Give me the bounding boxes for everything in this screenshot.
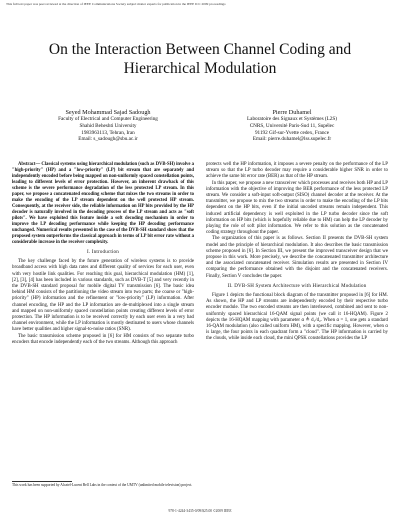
paragraph: The key challenge faced by the future generation of wireless systems is to provide broadband access with high data rates and different quality of services for each user, even with very hostile link qualities. For reaching this goal, hierarchical modulation (HM) [1], [2], [3], [4] has been included in various standards, such as DVB-T [5] and very recently in the DVB-SH standard proposal for mobile digital TV transmission [6]. The basic idea behind HM consists of the partitioning the video stream into two parts; the coarse or "high-priority" (HP) information and the refinement or "low-priority" (LP) information. After channel encoding, the HP and the LP information are de-multiplexed into a single stream and mapped on non-uniformly spaced constellation points creating different levels of error protection. The HP information is to be received correctly by each user even in a very bad channel environment, while the LP information is mostly destinated to users whose channels have better qualities and higher signal-to-noise ratios (SNR).	[12, 259, 194, 333]
author-email: Email: s_sadough@sbu.ac.ir	[78, 136, 138, 143]
left-column	[12, 162, 194, 346]
author-address: 91192 Gif-sur-Yvette cedex, France	[254, 129, 330, 136]
author-address: 1983963113, Tehran, Iran	[81, 129, 135, 136]
author-block-2	[202, 109, 382, 143]
section-heading: II. DVB-SH System Architecture with Hierarchical Modulation	[227, 283, 367, 289]
copyright-line: 978-1-4244-3435-0/09/$25.00 ©2009 IEEE	[168, 509, 232, 513]
paragraph: The organization of this paper is as follows. Section II presents the DVB-SH system model and the principle of hierarchical modulation. It also describes the basic transmission scheme proposed in [6]. In Section III, we present the improved transceiver design that we propose in this work. More precisely, we describe the concatenated transmitter architecture and the associated concatenated receiver. Simulation results are presented in Section IV comparing the performance obtained with the disjoint and the concatenated receivers. Finally, Section V concludes the paper.	[206, 236, 388, 279]
paragraph: Figure 1 depicts the functional block diagram of the transmitter proposed in [6] for HM. As shown, the HP and LP streams are independently encoded by their respective turbo encoder module. The two encoded streams are then interleaved, combined and sent to non-uniformly spaced hierarchical 16-QAM signal points (we call it 16-HQAM). Figure 2 depicts the 16-HQAM mapping with parameter α ≜ d₁/d₂. When α = 1, one gets a standard 16-QAM modulation (also called uniform HM), with a specific mapping. However, when α is large, the four points in each quadrant form a "cloud". The HP information is carried by the clouds, while inside each cloud, the mini QPSK constellations provides the LP	[206, 293, 388, 342]
author-affiliation: Laboratoire des Signaux et Systèmes (L2S)	[246, 116, 338, 123]
author-affiliation: Shahid Beheshti University	[79, 123, 137, 129]
section-heading: I. Introduction	[87, 250, 119, 255]
author-affiliation: Faculty of Electrical and Computer Engineering	[58, 116, 158, 123]
paragraph: protects well the HP information, it imposes a severe penalty on the performance of the LP stream so that the LP turbo decoder may require a considerable higher SNR in order to achieve the same bit error rate (BER) as that of the HP stream.	[206, 162, 388, 180]
footnote: This work has been supported by Alcatel-Lucent Bell Labs in the context of the UMTV (unlimited mobile television) project.	[12, 483, 193, 487]
paragraph: In this paper, we propose a new transceiver which processes and receives both HP and LP information with the objective of improving the BER performance of the less protected LP stream. We consider a soft-input soft-output (SISO) channel decoder at the receiver. At the transmitter, we propose to mix the two streams in order to make the encoding of the LP bits dependent on the HP bits, even if the initial uncoded streams remain independent. This induced artificial dependency is well exploited in the LP turbo decoder since the soft information on HP bits (which is hopefully reliable due to HM) can help the LP decoder by playing the role of soft pilot information. We refer to this solution as the concatenated coding strategy throughout the paper.	[206, 180, 388, 236]
review-note: This full text paper was peer reviewed at the direction of IEEE Communications Society subject matter experts for publication in the IEEE ICC 2009 proceedings	[6, 2, 226, 6]
author-name: Pierre Duhamel	[272, 109, 312, 116]
author-email: Email: pierre.duhamel@lss.supelec.fr	[252, 136, 332, 143]
paragraph: The basic transmission scheme proposed in [6] for HM consists of two separate turbo encoders that encode independently each of the two streams. Although this approach	[12, 333, 194, 345]
paper-title: On the Interaction Between Channel Coding and Hierarchical Modulation	[48, 41, 352, 77]
author-block-1	[18, 109, 198, 143]
author-name: Seyed Mohammad Sajad Sadough	[65, 109, 151, 116]
right-column	[206, 162, 388, 343]
abstract: Abstract— Classical systems using hierarchical modulation (such as DVB-SH) involve a "high-priority" (HP) and a "low-priority" (LP) bit stream that are separately and independently encoded before being mapped on non-uniformly spaced constellation points, leading to different levels of error protection. However, an inherent drawback of this scheme is the severe performance degradation of the less protected LP stream. In this paper, we propose a concatenated encoding scheme that mixes the two streams in order to make the encoding of the LP stream dependent on the well protected HP stream. Consequently, at the receiver side, the reliable information on HP bits provided by the HP decoder is naturally involved in the decoding process of the LP stream and acts as "soft pilots". We have exploited this feature inside a soft decoding mechanism in order to improve the LP decoding performance while keeping the HP decoding performance unchanged. Numerical results presented in the case of the DVB-SH standard show that the proposed system outperforms the classical approach in terms of LP bit error rate without a considerable increase in the receiver complexity.	[12, 162, 194, 245]
author-affiliation: CNRS, Université Paris-Sud 11, Supélec	[249, 123, 335, 129]
footnote-rule	[12, 481, 72, 482]
